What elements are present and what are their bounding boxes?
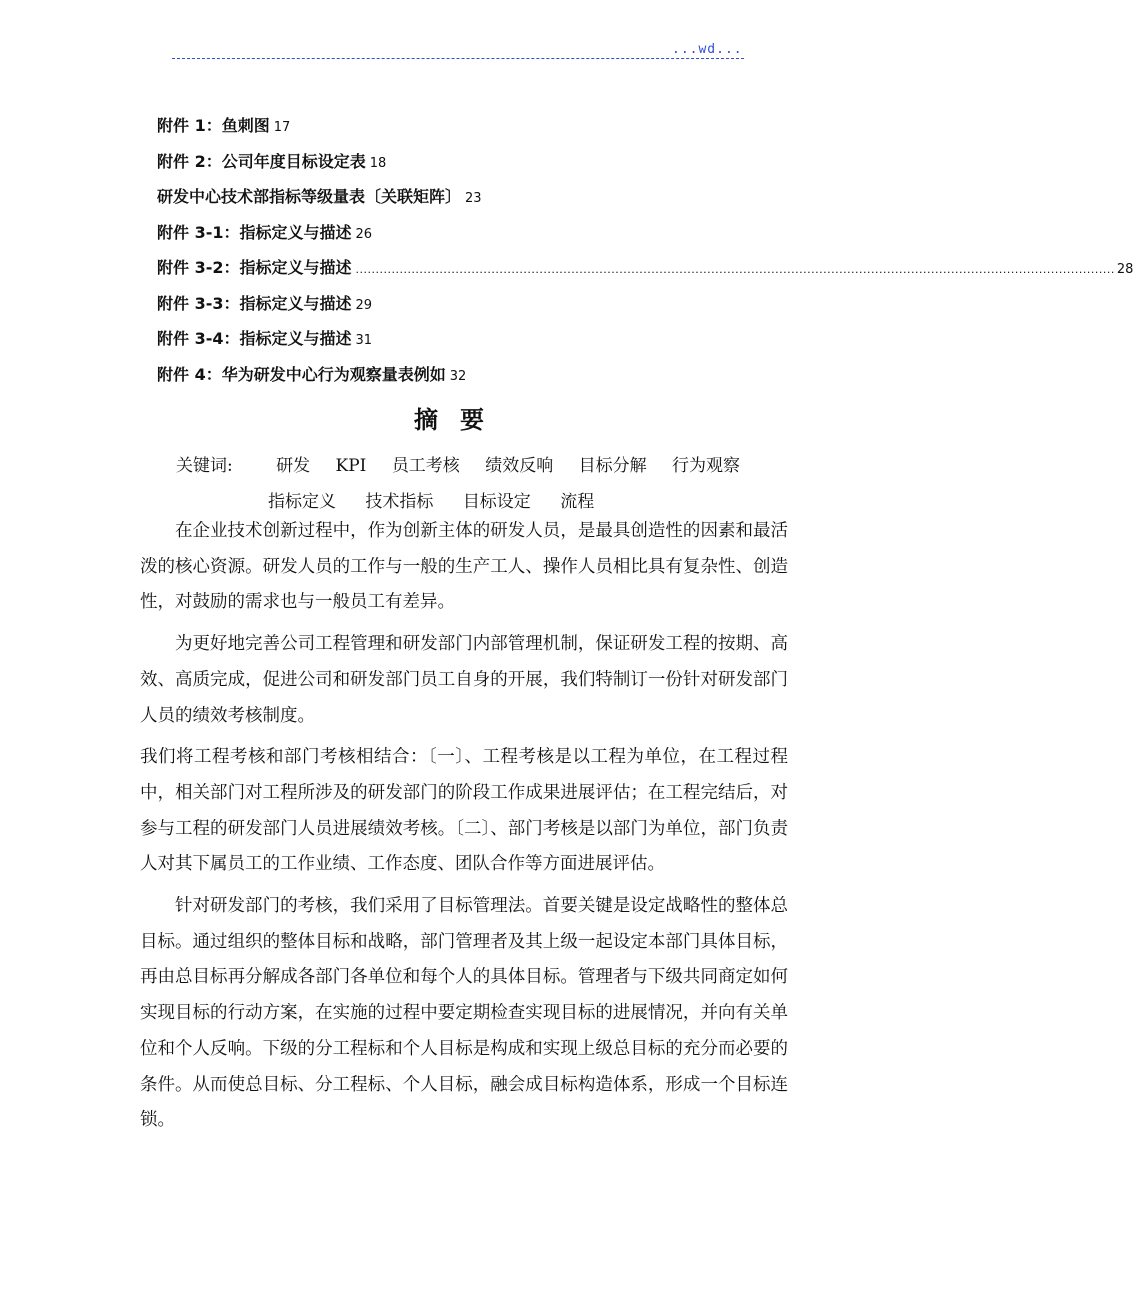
toc-item[interactable]: [157, 183, 782, 219]
toc-item-label: 附件 3-2：指标定义与描述: [157, 258, 352, 277]
toc-item-label: 研发中心技术部指标等级量表〔关联矩阵〕: [157, 187, 462, 206]
toc-item-page: 31: [355, 333, 373, 348]
toc-item[interactable]: [157, 112, 782, 148]
paragraph: 我们将工程考核和部门考核相结合：〔一〕、工程考核是以工程为单位，在工程过程中，相关部门对工程所涉及的研发部门的阶段工作成果进展评估；在工程完结后，对参与工程的研发部门人员进展绩效考核。〔二〕、部门考核是以部门为单位，部门负责人对其下属员工的工作业绩、工作态度、团队合作等方面进展评估。: [140, 747, 788, 875]
toc-item-page: 26: [355, 226, 373, 242]
toc-item[interactable]: [157, 325, 782, 361]
toc-item-page: 17: [273, 120, 291, 135]
toc-dot-leader: ..............................................................................................................................................................................................: [355, 263, 1115, 276]
paragraph: 为更好地完善公司工程管理和研发部门内部管理机制，保证研发工程的按期、高效、高质完成，促进公司和研发部门员工自身的开展，我们特制订一份针对研发部门人员的绩效考核制度。: [140, 634, 788, 726]
toc-item-page: 32: [449, 368, 467, 384]
toc-item[interactable]: [157, 290, 782, 326]
abstract-title: 摘要: [414, 406, 506, 434]
keyword: 绩效反响: [485, 456, 554, 476]
toc-item-page: 23: [465, 191, 482, 206]
keyword: 指标定义: [268, 492, 336, 512]
keywords-block: [176, 448, 760, 520]
toc-item-label: 附件 3-1：指标定义与描述: [157, 222, 352, 242]
keywords-label: 关键词:: [176, 456, 233, 476]
toc-item-label: 附件 3-3：指标定义与描述: [157, 293, 352, 313]
toc-item[interactable]: [157, 219, 782, 255]
toc-item-label: 附件 1：鱼刺图: [157, 116, 270, 135]
keyword: 研发: [276, 456, 311, 476]
abstract-body: [140, 514, 788, 1145]
keyword: 员工考核: [391, 456, 460, 476]
table-of-contents: [157, 112, 1133, 396]
paragraph: 针对研发部门的考核，我们采用了目标管理法。首要关键是设定战略性的整体总目标。通过组织的整体目标和战略，部门管理者及其上级一起设定本部门具体目标，再由总目标再分解成各部门各单位和每个人的具体目标。管理者与下级共同商定如何实现目标的行动方案，在实施的过程中要定期检查实现目标的进展情况，并向有关单位和个人反响。下级的分工程标和个人目标是构成和实现上级总目标的充分而必要的条件。从而使总目标、分工程标、个人目标，融会成目标构造体系，形成一个目标连锁。: [140, 896, 788, 1131]
keyword: 流程: [560, 492, 595, 512]
keyword: 行为观察: [672, 456, 741, 476]
toc-item[interactable]: [157, 254, 1133, 290]
header-dashed-rule: [172, 58, 744, 59]
toc-item-label: 附件 2：公司年度目标设定表: [157, 151, 366, 171]
toc-item-page: 28: [1116, 262, 1133, 277]
toc-item[interactable]: [157, 148, 782, 184]
keywords-line: [176, 448, 760, 484]
keyword: 目标分解: [578, 456, 647, 476]
toc-item-label: 附件 4：华为研发中心行为观察量表例如: [157, 364, 446, 384]
toc-item[interactable]: [157, 361, 782, 397]
keyword: 目标设定: [462, 492, 531, 512]
paragraph: 在企业技术创新过程中，作为创新主体的研发人员，是最具创造性的因素和最活泼的核心资源。研发人员的工作与一般的生产工人、操作人员相比具有复杂性、创造性，对鼓励的需求也与一般员工有差异。: [140, 521, 788, 613]
header-text: ...wd...: [672, 42, 743, 57]
keyword: KPI: [335, 456, 367, 476]
toc-item-page: 29: [355, 297, 373, 313]
keyword: 技术指标: [365, 492, 434, 512]
toc-item-page: 18: [369, 155, 387, 171]
toc-item-label: 附件 3-4：指标定义与描述: [157, 329, 352, 348]
